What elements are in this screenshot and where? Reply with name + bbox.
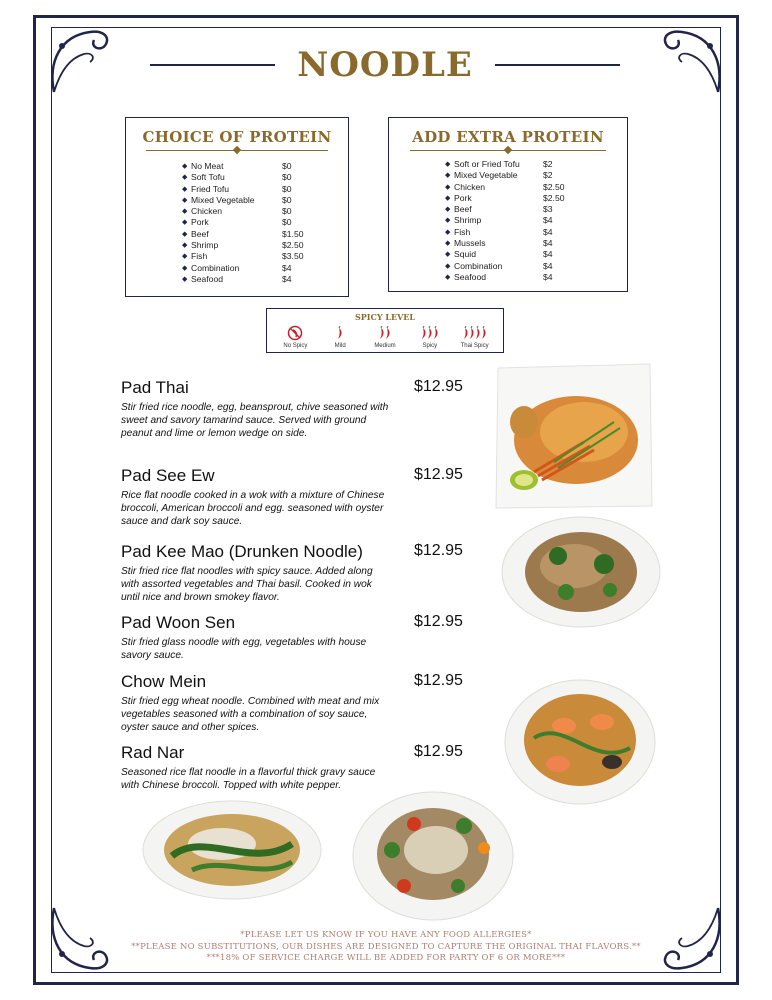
menu-item-description: Stir fried rice noodle, egg, beansprout, chive seasoned with sweet and savory tamarind sauce. Served with ground peanut and lime or lemon wedge on side.	[121, 402, 389, 439]
list-item: ◆ Squid $4	[445, 249, 553, 260]
spicy-level-row	[267, 322, 503, 349]
divider	[410, 150, 605, 151]
diamond-bullet-icon: ◆	[445, 206, 451, 214]
pad-woon-sen-photo	[352, 790, 514, 922]
service-charge-note: ***18% OF SERVICE CHARGE WILL BE ADDED FOR PARTY OF 6 OR MORE***	[206, 953, 566, 963]
list-item: ◆ Fried Tofu $0	[182, 183, 292, 194]
list-item: ◆ Mussels $4	[445, 238, 553, 249]
spicy-level-label: Mild	[334, 343, 346, 349]
divider	[146, 150, 328, 151]
choice-protein-list	[126, 161, 348, 285]
diamond-bullet-icon: ◆	[445, 183, 451, 191]
menu-item-name: Pad Woon Sen	[121, 613, 236, 632]
diamond-bullet-icon: ◆	[445, 217, 451, 225]
diamond-bullet-icon: ◆	[445, 251, 451, 259]
menu-item-pad-kee-mao	[121, 542, 466, 604]
diamond-bullet-icon: ◆	[445, 228, 451, 236]
list-item: ◆ Fish $4	[445, 226, 553, 237]
spicy-level-item	[453, 324, 497, 349]
diamond-bullet-icon: ◆	[182, 275, 188, 283]
list-item: ◆ Combination $4	[182, 262, 292, 273]
chili-pepper-icon	[378, 324, 392, 342]
title-rule-right	[495, 64, 620, 66]
list-item: ◆ Shrimp $2.50	[182, 240, 304, 251]
list-item: ◆ Mixed Vegetable $2	[445, 170, 553, 181]
list-item: ◆ Soft or Fried Tofu $2	[445, 159, 553, 169]
spicy-level-item	[318, 324, 362, 349]
list-item: ◆ Beef $3	[445, 204, 553, 215]
diamond-bullet-icon: ◆	[182, 230, 188, 238]
corner-ornament-top-right	[652, 22, 732, 102]
diamond-bullet-icon: ◆	[445, 172, 451, 180]
list-item: ◆ Pork $0	[182, 217, 292, 228]
menu-item-price: $12.95	[414, 743, 463, 760]
diamond-bullet-icon: ◆	[182, 264, 188, 272]
spicy-level-label: Spicy	[422, 343, 438, 349]
list-item: ◆ Seafood $4	[445, 271, 553, 282]
menu-item-chow-mein	[121, 672, 466, 734]
menu-item-name: Pad Kee Mao (Drunken Noodle)	[121, 542, 363, 561]
menu-item-name: Chow Mein	[121, 672, 207, 691]
pad-kee-mao-photo	[500, 516, 662, 628]
spicy-level-legend	[266, 308, 504, 353]
title-rule-left	[150, 64, 275, 66]
spicy-level-item	[408, 324, 452, 349]
diamond-bullet-icon: ◆	[445, 240, 451, 248]
menu-item-price: $12.95	[414, 613, 463, 630]
list-item: ◆ Beef $1.50	[182, 228, 304, 239]
list-item: ◆ Combination $4	[445, 260, 553, 271]
menu-item-price: $12.95	[414, 542, 463, 559]
menu-item-pad-see-ew	[121, 466, 466, 528]
title-row	[150, 40, 620, 90]
chili-pepper-icon	[462, 324, 488, 342]
menu-item-name: Pad See Ew	[121, 466, 215, 485]
pad-thai-photo	[494, 362, 654, 510]
menu-item-name: Rad Nar	[121, 743, 185, 762]
menu-item-pad-woon-sen	[121, 613, 466, 662]
list-item: ◆ No Meat $0	[182, 161, 292, 171]
spicy-level-title: SPICY LEVEL	[354, 312, 416, 322]
spicy-level-item	[363, 324, 407, 349]
diamond-bullet-icon: ◆	[182, 208, 188, 216]
diamond-bullet-icon: ◆	[445, 194, 451, 202]
spicy-level-label: Medium	[374, 343, 396, 349]
menu-item-description: Stir fried glass noodle with egg, vegetables with house savory sauce.	[121, 637, 367, 661]
diamond-bullet-icon: ◆	[182, 242, 188, 250]
menu-item-name: Pad Thai	[121, 378, 189, 397]
choice-of-protein-box	[125, 117, 349, 297]
choice-of-protein-title: CHOICE OF PROTEIN	[142, 128, 332, 146]
footer-notes	[60, 930, 712, 965]
menu-item-description: Seasoned rice flat noodle in a flavorful thick gravy sauce with Chinese broccoli. Topped with white pepper.	[121, 767, 376, 791]
no-spicy-icon	[287, 324, 303, 342]
spicy-level-item	[273, 324, 317, 349]
list-item: ◆ Chicken $2.50	[445, 181, 565, 192]
menu-item-price: $12.95	[414, 672, 463, 689]
extra-protein-list	[389, 159, 627, 283]
add-extra-protein-box	[388, 117, 628, 292]
menu-item-price: $12.95	[414, 378, 463, 395]
diamond-bullet-icon: ◆	[182, 196, 188, 204]
diamond-bullet-icon: ◆	[182, 219, 188, 227]
menu-item-rad-nar	[121, 743, 466, 792]
diamond-bullet-icon: ◆	[182, 253, 188, 261]
chili-pepper-icon	[336, 324, 344, 342]
rad-nar-photo	[142, 800, 322, 900]
list-item: ◆ Mixed Vegetable $0	[182, 194, 292, 205]
list-item: ◆ Chicken $0	[182, 206, 292, 217]
diamond-bullet-icon: ◆	[182, 174, 188, 182]
substitution-note: **PLEASE NO SUBSTITUTIONS, OUR DISHES ARE DESIGNED TO CAPTURE THE ORIGINAL THAI FLAVORS.**	[131, 941, 641, 952]
add-extra-protein-title: ADD EXTRA PROTEIN	[412, 128, 604, 146]
menu-item-price: $12.95	[414, 466, 463, 483]
list-item: ◆ Pork $2.50	[445, 192, 565, 203]
menu-item-description: Rice flat noodle cooked in a wok with a mixture of Chinese broccoli, American broccoli and egg. seasoned with oyster sauce and dark soy sauce.	[121, 490, 385, 527]
spicy-level-label: No Spicy	[283, 343, 308, 349]
list-item: ◆ Shrimp $4	[445, 215, 553, 226]
menu-item-description: Stir fried egg wheat noodle. Combined with meat and mix vegetables seasoned with a combination of soy sauce, oyster sauce and other spices.	[121, 696, 380, 733]
menu-item-pad-thai	[121, 378, 466, 440]
spicy-level-label: Thai Spicy	[460, 343, 489, 349]
chili-pepper-icon	[420, 324, 440, 342]
list-item: ◆ Soft Tofu $0	[182, 172, 292, 183]
diamond-bullet-icon: ◆	[182, 185, 188, 193]
diamond-bullet-icon: ◆	[445, 273, 451, 281]
menu-item-description: Stir fried rice flat noodles with spicy sauce. Added along with assorted vegetables and Thai basil. Cooked in wok until nice and brown smokey flavor.	[121, 566, 373, 603]
diamond-bullet-icon: ◆	[182, 163, 188, 170]
diamond-bullet-icon: ◆	[445, 262, 451, 270]
list-item: ◆ Seafood $4	[182, 273, 292, 284]
list-item: ◆ Fish $3.50	[182, 251, 304, 262]
chow-mein-photo	[504, 678, 656, 806]
page-title: NOODLE	[297, 45, 473, 85]
allergy-note: *PLEASE LET US KNOW IF YOU HAVE ANY FOOD ALLERGIES*	[240, 930, 532, 940]
corner-ornament-top-left	[40, 22, 120, 102]
diamond-bullet-icon: ◆	[445, 161, 451, 168]
